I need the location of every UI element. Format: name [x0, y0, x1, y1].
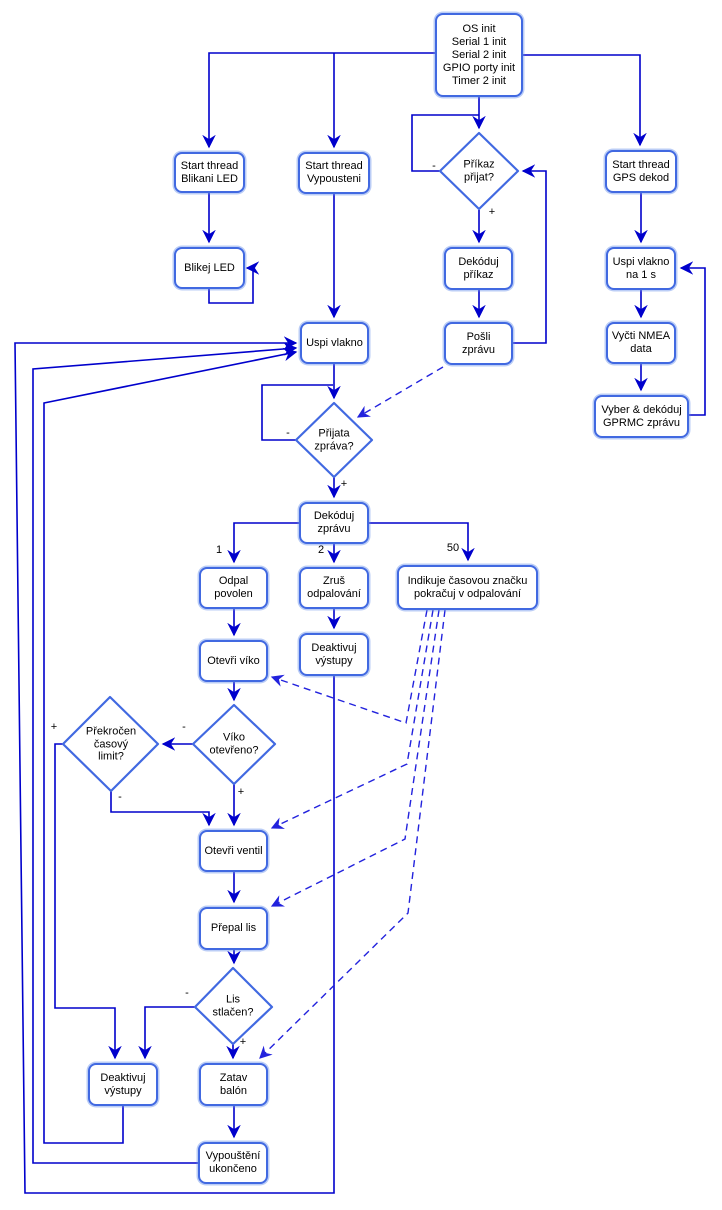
decision-prikaz-prijat-label: Příkaz přijat?	[463, 158, 495, 183]
edge-label-lis-stlacen-no: -	[185, 987, 189, 999]
edge-label-viko-otevreno-yes: +	[237, 786, 245, 798]
edge-label-msg-type-50: 50	[446, 542, 460, 554]
node-zatav-balon: Zatav balón	[199, 1063, 268, 1106]
node-otevri-viko: Otevři víko	[199, 640, 268, 682]
node-vypousteni-ukonceno: Vypouštění ukončeno	[198, 1142, 268, 1184]
node-vyber-dekoduj-gprmc: Vyber & dekóduj GPRMC zprávu	[594, 395, 689, 438]
node-start-thread-gps: Start thread GPS dekod	[605, 150, 677, 193]
node-odpal-povolen: Odpal povolen	[199, 567, 268, 609]
edge-osinit-to-gps	[523, 55, 640, 145]
edge-label-prekrocen-yes: +	[50, 721, 58, 733]
node-start-thread-vypousteni: Start thread Vypousteni	[298, 152, 370, 194]
node-otevri-ventil: Otevři ventil	[199, 830, 268, 872]
edge-label-prijata-zprava-yes: +	[340, 478, 348, 490]
node-start-thread-blikani: Start thread Blikani LED	[174, 152, 245, 193]
edge-label-msg-type-1: 1	[215, 544, 223, 556]
node-vycti-nmea-data: Vyčti NMEA data	[606, 322, 676, 364]
edge-posli-loop-to-prikaz-prijat	[513, 171, 546, 343]
edge-posli-to-prijata-dashed	[358, 367, 443, 417]
edge-deaktivuj2-loop-to-uspi	[15, 343, 334, 1193]
node-deaktivuj-vystupy-branch2: Deaktivuj výstupy	[299, 633, 369, 676]
edge-lis-no-to-deaktivuj	[145, 1007, 195, 1058]
decision-viko-otevreno-label: Víko otevřeno?	[209, 731, 259, 756]
edge-gprmc-loop-to-uspi1s	[681, 268, 705, 415]
node-zrus-odpalovani: Zruš odpalování	[299, 567, 369, 609]
edge-label-prikaz-prijat-no: -	[432, 160, 436, 172]
edge-indikuje-to-zatav-balon-dashed	[260, 610, 445, 1058]
node-uspi-vlakno: Uspi vlakno	[300, 322, 369, 364]
node-os-init: OS init Serial 1 init Serial 2 init GPIO porty init Timer 2 init	[435, 13, 523, 97]
edge-label-prikaz-prijat-yes: +	[488, 206, 496, 218]
edge-prekrocen-yes-to-deaktivuj	[55, 744, 115, 1058]
edge-prekrocen-no-to-ventil	[111, 791, 209, 825]
node-dekoduj-zpravu: Dekóduj zprávu	[299, 502, 369, 544]
node-deaktivuj-vystupy-left: Deaktivuj výstupy	[88, 1063, 158, 1106]
node-indikuje-casovou-znacku: Indikuje časovou značku pokračuj v odpalování	[397, 565, 538, 610]
edge-dekoduj-branch-1	[234, 523, 299, 562]
node-blikej-led: Blikej LED	[174, 247, 245, 289]
edge-label-lis-stlacen-yes: +	[239, 1036, 247, 1048]
edge-label-viko-otevreno-no: -	[182, 721, 186, 733]
edge-osinit-to-blikani	[209, 53, 435, 147]
node-prepal-lis: Přepal lis	[199, 907, 268, 950]
decision-lis-stlacen-label: Lis stlačen?	[212, 993, 254, 1018]
decision-prijata-zprava-label: Přijata zpráva?	[314, 427, 354, 452]
edge-label-prekrocen-no: -	[118, 791, 122, 803]
decision-prekrocen-label: Překročen časový limit?	[85, 725, 137, 763]
node-dekoduj-prikaz: Dekóduj příkaz	[444, 247, 513, 290]
node-posli-zpravu: Pošli zprávu	[444, 322, 513, 365]
edge-label-msg-type-2: 2	[317, 544, 325, 556]
edge-label-prijata-zprava-no: -	[286, 427, 290, 439]
node-uspi-vlakno-na-1s: Uspi vlakno na 1 s	[606, 247, 676, 290]
